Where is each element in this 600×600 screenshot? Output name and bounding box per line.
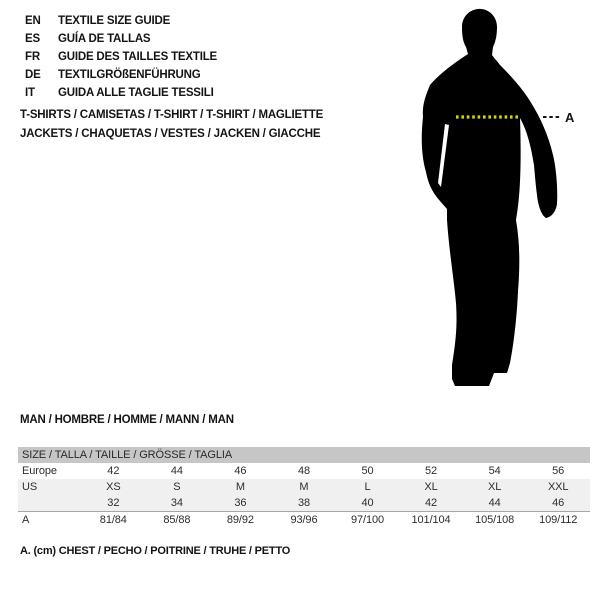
cell: 42: [107, 465, 120, 477]
cell: S: [145, 479, 209, 495]
size-table-header-row: [18, 447, 590, 463]
cell: 56: [552, 465, 565, 477]
cell: 109/112: [526, 512, 590, 529]
cell: 101/104: [399, 512, 463, 529]
language-label: TEXTILE SIZE GUIDE: [58, 15, 171, 27]
language-list: [25, 12, 217, 102]
language-row: [25, 66, 217, 84]
row-label: US: [18, 479, 82, 495]
man-silhouette-shape: [422, 9, 558, 386]
language-row: [25, 12, 217, 30]
row-label: [18, 495, 82, 512]
cell: 46: [526, 495, 590, 512]
cell: 52: [425, 465, 438, 477]
category-tshirts: T-SHIRTS / CAMISETAS / T-SHIRT / T-SHIRT / MAGLIETTE: [20, 109, 324, 121]
language-code: FR: [25, 51, 40, 63]
cell: XXL: [526, 479, 590, 495]
language-label: TEXTILGRÖßENFÜHRUNG: [58, 69, 201, 81]
cell: M: [209, 479, 273, 495]
language-code: EN: [25, 15, 41, 27]
row-label: Europe: [22, 465, 57, 477]
language-code: ES: [25, 33, 40, 45]
language-label: GUÍA DE TALLAS: [58, 33, 151, 45]
cell: 97/100: [336, 512, 400, 529]
garment-categories: [20, 106, 323, 143]
row-label: A: [18, 512, 82, 529]
cell: XS: [82, 479, 146, 495]
cell: 40: [336, 495, 400, 512]
table-row-us: [18, 479, 590, 495]
cell: 34: [145, 495, 209, 512]
cell: M: [272, 479, 336, 495]
cell: 89/92: [209, 512, 273, 529]
category-jackets: JACKETS / CHAQUETAS / VESTES / JACKEN / GIACCHE: [20, 127, 321, 140]
language-code: DE: [25, 69, 41, 81]
table-row-europe: [18, 463, 590, 479]
table-row-numeric: [18, 495, 590, 512]
measure-label-a: A: [565, 110, 575, 125]
size-table-header: SIZE / TALLA / TAILLE / GRÖSSE / TAGLIA: [18, 447, 590, 463]
cell: 36: [209, 495, 273, 512]
cell: 93/96: [272, 512, 336, 529]
cell: 32: [82, 495, 146, 512]
man-silhouette-figure: [415, 5, 585, 395]
cell: L: [336, 479, 400, 495]
cell: 46: [234, 465, 247, 477]
cell: 105/108: [463, 512, 527, 529]
section-label-man: MAN / HOMBRE / HOMME / MANN / MAN: [20, 414, 234, 426]
language-code: IT: [25, 87, 35, 99]
language-label: GUIDE DES TAILLES TEXTILE: [58, 51, 217, 63]
language-row: [25, 84, 217, 102]
table-row-chest-a: [18, 512, 590, 529]
cell: XL: [463, 479, 527, 495]
size-table: [18, 447, 590, 528]
cell: 54: [488, 465, 501, 477]
language-row: [25, 48, 217, 66]
cell: 42: [399, 495, 463, 512]
measurement-note: A. (cm) CHEST / PECHO / POITRINE / TRUHE / PETTO: [20, 545, 291, 557]
cell: 50: [361, 465, 374, 477]
cell: 85/88: [145, 512, 209, 529]
cell: XL: [399, 479, 463, 495]
language-row: [25, 30, 217, 48]
cell: 38: [272, 495, 336, 512]
cell: 48: [297, 465, 310, 477]
language-label: GUIDA ALLE TAGLIE TESSILI: [58, 87, 214, 99]
cell: 44: [463, 495, 527, 512]
cell: 81/84: [82, 512, 146, 529]
cell: 44: [170, 465, 183, 477]
man-silhouette-svg: [415, 5, 585, 395]
